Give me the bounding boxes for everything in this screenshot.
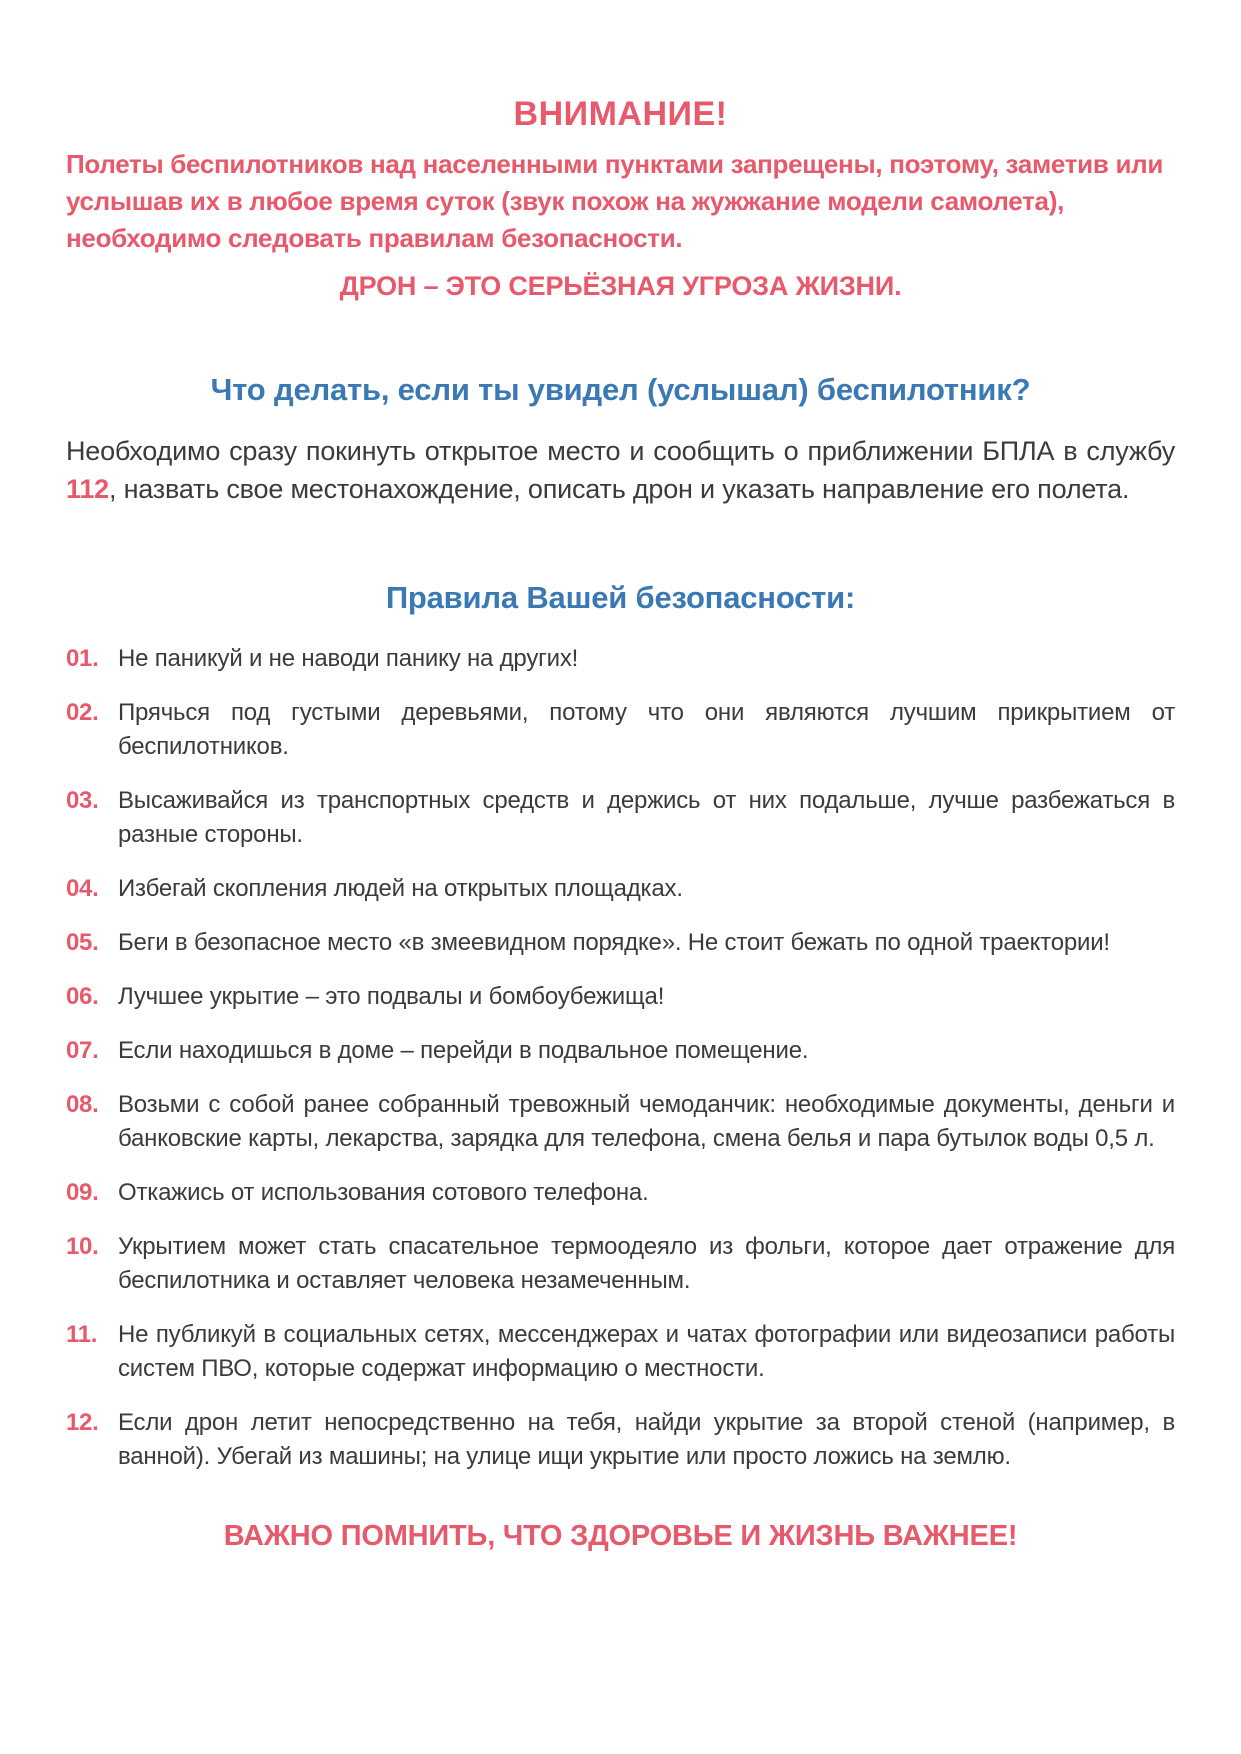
- rule-item: [66, 926, 1175, 960]
- rule-text: Беги в безопасное место «в змеевидном порядке». Не стоит бежать по одной траектории!: [118, 929, 1110, 956]
- rule-text: Не паникуй и не наводи панику на других!: [118, 645, 579, 672]
- rule-text: Если находишься в доме – перейди в подвальное помещение.: [118, 1037, 809, 1064]
- rule-number: 08.: [66, 1091, 99, 1118]
- rule-number: 12.: [66, 1409, 99, 1436]
- rule-item: [66, 1318, 1175, 1386]
- rule-text: Если дрон летит непосредственно на тебя, найди укрытие за второй стеной (например, в ванной). Убегай из машины; на улице ищи укрытие или просто ложись на землю.: [118, 1409, 1175, 1470]
- rule-number: 10.: [66, 1233, 99, 1260]
- page-title: ВНИМАНИЕ!: [513, 95, 728, 133]
- rule-item: [66, 980, 1175, 1014]
- rule-text: Откажись от использования сотового телефона.: [118, 1179, 649, 1206]
- warning-paragraph: Полеты беспилотников над населенными пунктами запрещены, поэтому, заметив или услышав их в любое время суток (звук похож на жужжание модели самолета), необходимо следовать правилам безопасности.: [66, 149, 1164, 253]
- emergency-number: 112: [66, 474, 109, 504]
- rule-item: [66, 1406, 1175, 1474]
- rule-number: 04.: [66, 875, 99, 902]
- rule-item: [66, 872, 1175, 906]
- rule-number: 11.: [66, 1321, 98, 1348]
- section-heading-what-to-do: Что делать, если ты увидел (услышал) беспилотник?: [210, 372, 1031, 407]
- what-to-do-text-before: Необходимо сразу покинуть открытое место и сообщить о приближении БПЛА в службу: [66, 436, 1175, 466]
- rule-text: Прячься под густыми деревьями, потому что они являются лучшим прикрытием от беспилотников.: [118, 699, 1175, 760]
- rule-number: 06.: [66, 983, 99, 1010]
- rule-item: [66, 1034, 1175, 1068]
- rule-item: [66, 784, 1175, 852]
- rule-number: 09.: [66, 1179, 99, 1206]
- what-to-do-text-after: , назвать свое местонахождение, описать дрон и указать направление его полета.: [108, 474, 1130, 504]
- rules-list: [66, 642, 1175, 1474]
- rule-number: 07.: [66, 1037, 99, 1064]
- rule-number: 03.: [66, 787, 99, 814]
- rule-item: [66, 642, 1175, 676]
- rule-number: 02.: [66, 699, 99, 726]
- rule-text: Укрытием может стать спасательное термоодеяло из фольги, которое дает отражение для беспилотника и оставляет человека незамеченным.: [118, 1233, 1175, 1294]
- rule-text: Лучшее укрытие – это подвалы и бомбоубежища!: [118, 983, 665, 1010]
- rule-number: 05.: [66, 929, 99, 956]
- rule-text: Не публикуй в социальных сетях, мессенджерах и чатах фотографии или видеозаписи работы систем ПВО, которые содержат информацию о местности.: [118, 1321, 1175, 1382]
- rule-text: Возьми с собой ранее собранный тревожный чемоданчик: необходимые документы, деньги и банковские карты, лекарства, зарядка для телефона, смена белья и пара бутылок воды 0,5 л.: [118, 1091, 1175, 1152]
- rule-number: 01.: [66, 645, 99, 672]
- rule-item: [66, 1176, 1175, 1210]
- rule-item: [66, 1088, 1175, 1156]
- what-to-do-paragraph: [66, 432, 1175, 508]
- rule-text: Избегай скопления людей на открытых площадках.: [118, 875, 683, 902]
- drone-threat-line: ДРОН – ЭТО СЕРЬЁЗНАЯ УГРОЗА ЖИЗНИ.: [339, 271, 902, 301]
- rule-item: [66, 1230, 1175, 1298]
- section-heading-rules: Правила Вашей безопасности:: [385, 580, 856, 615]
- footer-reminder: ВАЖНО ПОМНИТЬ, ЧТО ЗДОРОВЬЕ И ЖИЗНЬ ВАЖНЕЕ!: [223, 1520, 1018, 1552]
- rule-item: [66, 696, 1175, 764]
- rule-text: Высаживайся из транспортных средств и держись от них подальше, лучше разбежаться в разные стороны.: [118, 787, 1175, 848]
